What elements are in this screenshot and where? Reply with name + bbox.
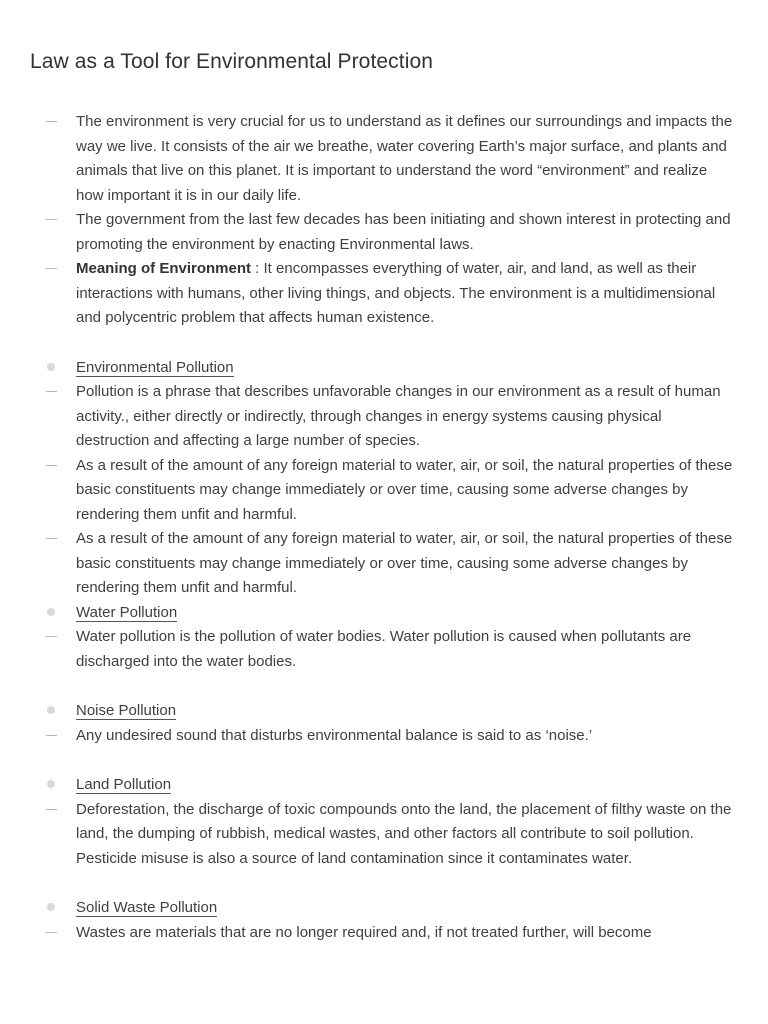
spacer — [30, 674, 738, 699]
section-heading-row — [30, 773, 738, 798]
section-heading-solid-waste-pollution: Solid Waste Pollution — [76, 899, 218, 916]
item-text: Water pollution is the pollution of water bodies. Water pollution is caused when pollutants are discharged into the water bodies. — [76, 628, 692, 670]
list-item — [30, 527, 738, 601]
section-heading-environmental-pollution: Environmental Pollution — [76, 358, 234, 376]
section-heading-row — [30, 356, 738, 381]
section-heading-row — [30, 601, 738, 626]
dash-bullet-icon — [46, 527, 58, 552]
dash-bullet-icon — [46, 454, 58, 479]
list-item — [30, 724, 738, 749]
dot-bullet-icon — [46, 699, 58, 724]
item-text: Pollution is a phrase that describes unfavorable changes in our environment as a result of human activity., either directly or indirectly, through changes in energy systems causing physical destruction and affecting a large number of species. — [76, 383, 721, 449]
dash-bullet-icon — [46, 921, 58, 946]
dot-bullet-icon — [46, 356, 58, 381]
item-text: Any undesired sound that disturbs environmental balance is said to as ‘noise.’ — [76, 726, 593, 744]
item-text: Deforestation, the discharge of toxic compounds onto the land, the placement of filthy waste on the land, the dumping of rubbish, medical wastes, and other factors all contribute to soil pollution. Pesticide misuse is also a source of land contamination since it contaminates water. — [76, 800, 732, 867]
list-item — [30, 208, 738, 257]
spacer — [30, 871, 738, 896]
list-item — [30, 921, 738, 946]
list-item — [30, 110, 738, 208]
dash-bullet-icon — [46, 724, 58, 749]
page-title: Law as a Tool for Environmental Protection — [30, 50, 434, 73]
dot-bullet-icon — [46, 773, 58, 798]
section-heading-row — [30, 699, 738, 724]
list-item — [30, 454, 738, 528]
section-heading-row — [30, 896, 738, 921]
dash-bullet-icon — [46, 625, 58, 650]
dash-bullet-icon — [46, 110, 58, 135]
list-item — [30, 798, 738, 872]
dash-bullet-icon — [46, 798, 58, 823]
dot-bullet-icon — [46, 896, 58, 921]
meaning-term: Meaning of Environment — [76, 260, 252, 277]
list-item — [30, 257, 738, 331]
section-heading-water-pollution: Water Pollution — [76, 603, 178, 621]
list-item — [30, 380, 738, 454]
section-heading-land-pollution: Land Pollution — [76, 776, 172, 793]
intro-paragraph: The environment is very crucial for us to understand as it defines our surroundings and impacts the way we live. It consists of the air we breathe, water covering Earth’s major surface, and plants and animals that live on this planet. It is important to understand the word “environment” and realize how important it is in our daily life. — [76, 113, 733, 204]
intro-paragraph: The government from the last few decades has been initiating and shown interest in protecting and promoting the environment by enacting Environmental laws. — [76, 211, 731, 253]
section-heading-noise-pollution: Noise Pollution — [76, 702, 177, 719]
list-item — [30, 625, 738, 674]
item-text: As a result of the amount of any foreign material to water, air, or soil, the natural properties of these basic constituents may change immediately or over time, causing some adverse changes by rendering them unfit and harmful. — [76, 456, 733, 523]
item-text: Wastes are materials that are no longer required and, if not treated further, will become — [76, 923, 652, 941]
spacer — [30, 748, 738, 773]
dash-bullet-icon — [46, 380, 58, 405]
item-text: As a result of the amount of any foreign material to water, air, or soil, the natural properties of these basic constituents may change immediately or over time, causing some adverse changes by rendering them unfit and harmful. — [76, 530, 733, 596]
dash-bullet-icon — [46, 208, 58, 233]
dot-bullet-icon — [46, 601, 58, 626]
dash-bullet-icon — [46, 257, 58, 282]
meaning-text: : It encompasses everything of water, air, and land, as well as their interactions with humans, other living things, and objects. The environment is a multidimensional and polycentric problem that affects human existence. — [76, 260, 716, 326]
spacer — [30, 331, 738, 356]
